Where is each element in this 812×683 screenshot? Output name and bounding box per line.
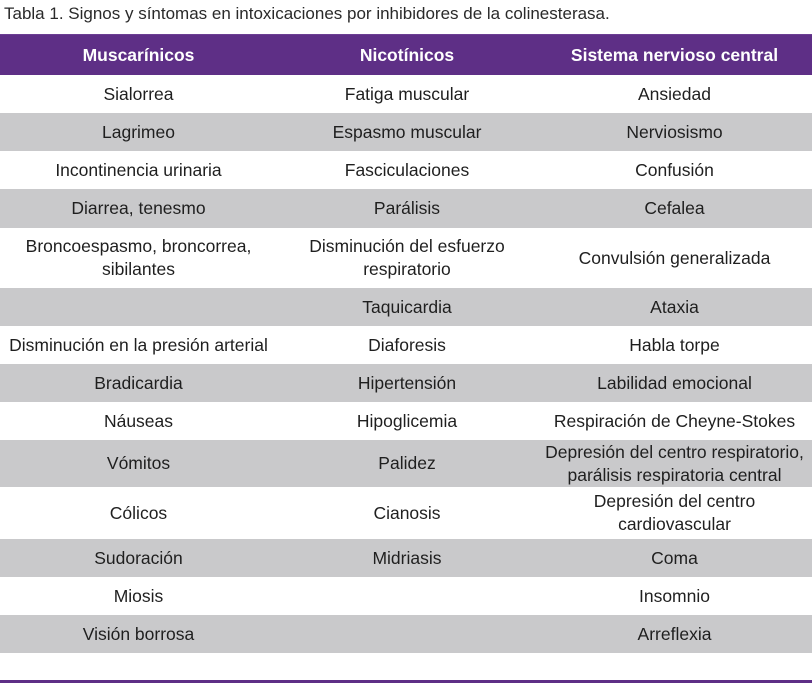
- table-row: [0, 288, 812, 326]
- cell-snc: Ataxia: [650, 296, 699, 317]
- cell-snc: Coma: [651, 547, 698, 568]
- cell-muscarinico: Miosis: [113, 585, 164, 606]
- cell-nicotinico: Espasmo muscular: [332, 121, 482, 142]
- symptoms-table: [0, 34, 812, 653]
- cell-muscarinico: Visión borrosa: [82, 623, 195, 644]
- table-row: [0, 326, 812, 364]
- table-row: [0, 615, 812, 653]
- cell-nicotinico: Palidez: [378, 453, 436, 473]
- table-row: [0, 151, 812, 189]
- header-muscarinicos: Muscarínicos: [82, 44, 195, 65]
- table-row: [0, 487, 812, 539]
- table-body: [0, 75, 812, 653]
- table-row: [0, 440, 812, 487]
- header-snc: Sistema nervioso central: [570, 44, 779, 65]
- table-row: [0, 113, 812, 151]
- cell-snc: Convulsión generalizada: [578, 247, 771, 268]
- table-row: [0, 402, 812, 440]
- cell-muscarinico: Sudoración: [94, 547, 183, 568]
- cell-snc: Cefalea: [644, 198, 705, 218]
- table-header-row: [0, 35, 812, 75]
- table-row: [0, 364, 812, 402]
- table-row: [0, 539, 812, 577]
- cell-nicotinico: Diaforesis: [368, 334, 446, 355]
- cell-snc: Depresión del centro respiratorio, parálisis respiratoria central: [545, 441, 804, 485]
- cell-snc: Respiración de Cheyne-Stokes: [553, 410, 796, 431]
- cell-muscarinico: Incontinencia urinaria: [55, 159, 222, 180]
- cell-muscarinico: Náuseas: [103, 410, 174, 431]
- cell-snc: Arreflexia: [637, 623, 712, 644]
- cell-nicotinico: Midriasis: [372, 547, 442, 568]
- table-row: [0, 228, 812, 288]
- cell-nicotinico: Cianosis: [373, 502, 441, 523]
- cell-snc: Nerviosismo: [626, 121, 723, 142]
- cell-snc: Depresión del centro cardiovascular: [593, 491, 756, 534]
- cell-nicotinico: Hipoglicemia: [356, 410, 458, 431]
- cell-nicotinico: Parálisis: [373, 198, 441, 218]
- cell-muscarinico: Cólicos: [109, 502, 168, 523]
- table-row: [0, 189, 812, 228]
- cell-nicotinico: Hipertensión: [357, 372, 457, 393]
- cell-snc: Insomnio: [638, 585, 710, 606]
- cell-muscarinico: Lagrimeo: [102, 121, 175, 142]
- cell-muscarinico: Diarrea, tenesmo: [71, 198, 206, 218]
- table-row: [0, 75, 812, 113]
- cell-muscarinico: Sialorrea: [103, 83, 174, 104]
- cell-muscarinico: Broncoespasmo, broncorrea, sibilantes: [25, 236, 252, 279]
- cell-snc: Habla torpe: [629, 334, 720, 355]
- cell-muscarinico: Vómitos: [106, 453, 171, 473]
- cell-nicotinico: Fatiga muscular: [344, 83, 470, 104]
- table-row: [0, 577, 812, 615]
- cell-snc: Confusión: [635, 159, 714, 180]
- cell-nicotinico: Fasciculaciones: [344, 159, 470, 180]
- cell-muscarinico: Bradicardia: [94, 372, 183, 393]
- table-caption: Tabla 1. Signos y síntomas en intoxicaciones por inhibidores de la colinesterasa.: [4, 4, 610, 23]
- cell-snc: Labilidad emocional: [597, 372, 752, 393]
- header-nicotinicos: Nicotínicos: [359, 44, 455, 65]
- cell-snc: Ansiedad: [638, 83, 711, 104]
- cell-muscarinico: Disminución en la presión arterial: [9, 334, 268, 355]
- cell-nicotinico: Disminución del esfuerzo respiratorio: [309, 236, 505, 279]
- cell-nicotinico: Taquicardia: [362, 296, 452, 317]
